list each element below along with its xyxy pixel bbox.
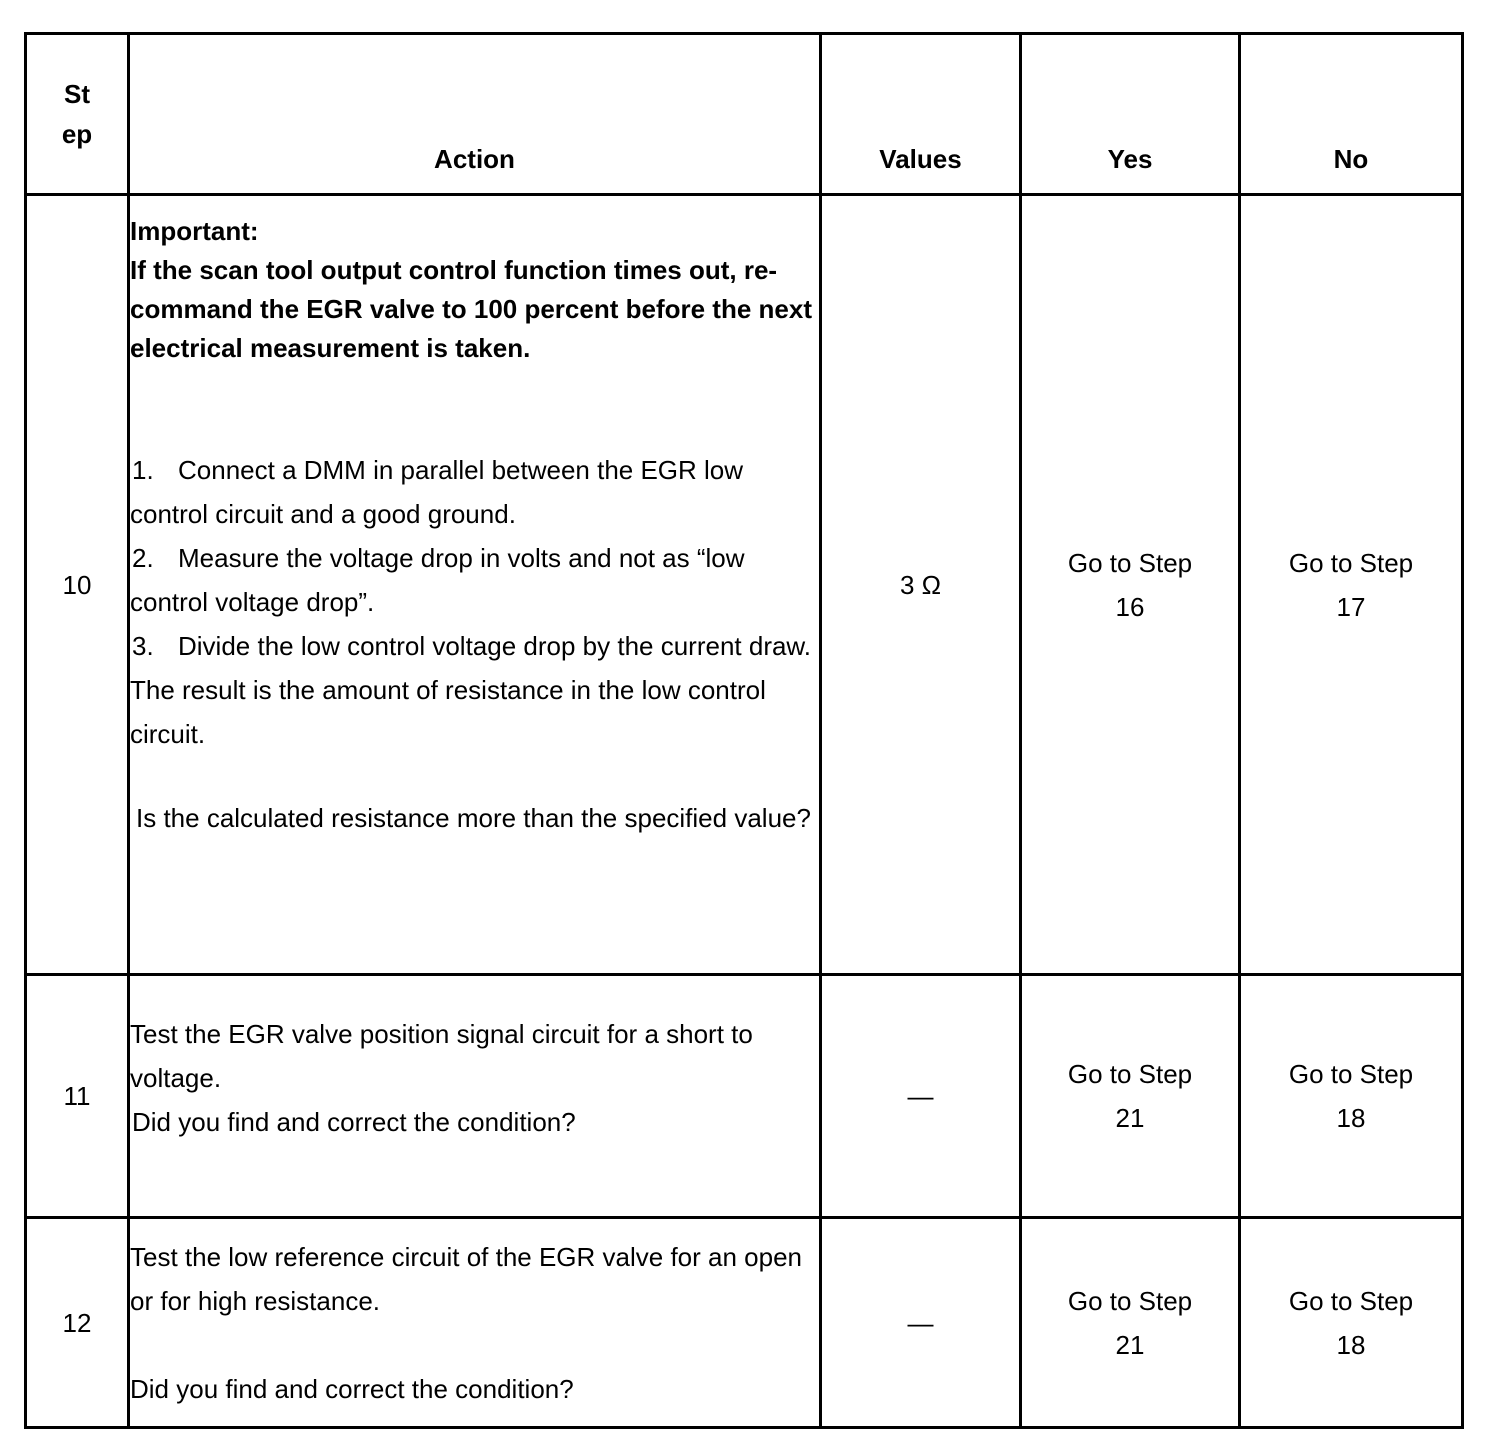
table-row (26, 1218, 1463, 1428)
no-link-text: Go to Step 17 (1288, 547, 1414, 622)
action-steps-list (130, 448, 819, 756)
action-cell (129, 195, 821, 975)
important-note: If the scan tool output control function times out, re-command the EGR valve to 100 percent before the next electrical measurement is taken. (130, 255, 812, 363)
step-question: Did you find and correct the condition? (132, 1107, 576, 1137)
header-yes: Yes (1021, 34, 1240, 195)
header-step-label: St ep (61, 79, 93, 149)
value-cell: 3 Ω (821, 195, 1021, 975)
action-cell (129, 975, 821, 1218)
no-cell (1240, 1218, 1463, 1428)
header-step (26, 34, 129, 195)
step-number: 10 (26, 195, 129, 975)
list-item-number: 1. (132, 455, 154, 485)
action-cell (129, 1218, 821, 1428)
action-text: Test the EGR valve position signal circuit for a short to voltage. (130, 1019, 753, 1093)
list-item-text: Connect a DMM in parallel between the EGR low control circuit and a good ground. (130, 455, 744, 529)
step-question: Is the calculated resistance more than the specified value? (136, 803, 811, 833)
diagnostic-steps-table (24, 32, 1464, 1429)
list-item-number: 3. (132, 631, 154, 661)
value-cell: — (821, 975, 1021, 1218)
step-number: 11 (26, 975, 129, 1218)
yes-link-text: Go to Step 16 (1067, 547, 1193, 622)
header-no: No (1240, 34, 1463, 195)
yes-link-text: Go to Step 21 (1067, 1285, 1193, 1360)
yes-cell (1021, 975, 1240, 1218)
table-row (26, 975, 1463, 1218)
list-item (130, 624, 819, 756)
no-link-text: Go to Step 18 (1288, 1059, 1414, 1133)
table-row (26, 195, 1463, 975)
important-title: Important: (130, 216, 259, 246)
list-item (130, 536, 819, 624)
yes-cell (1021, 195, 1240, 975)
step-number: 12 (26, 1218, 129, 1428)
step-question: Did you find and correct the condition? (130, 1373, 574, 1404)
list-item-text: Measure the voltage drop in volts and not as “low control voltage drop”. (130, 543, 745, 617)
table-header-row (26, 34, 1463, 195)
header-action: Action (129, 34, 821, 195)
list-item (130, 448, 819, 536)
header-values: Values (821, 34, 1021, 195)
yes-cell (1021, 1218, 1240, 1428)
yes-link-text: Go to Step 21 (1067, 1059, 1193, 1133)
value-cell: — (821, 1218, 1021, 1428)
no-cell (1240, 975, 1463, 1218)
list-item-text: Divide the low control voltage drop by the current draw. The result is the amount of resistance in the low control circuit. (130, 631, 812, 749)
no-cell (1240, 195, 1463, 975)
list-item-number: 2. (132, 543, 154, 573)
action-text: Test the low reference circuit of the EGR valve for an open or for high resistance. (130, 1241, 803, 1316)
no-link-text: Go to Step 18 (1288, 1285, 1414, 1360)
